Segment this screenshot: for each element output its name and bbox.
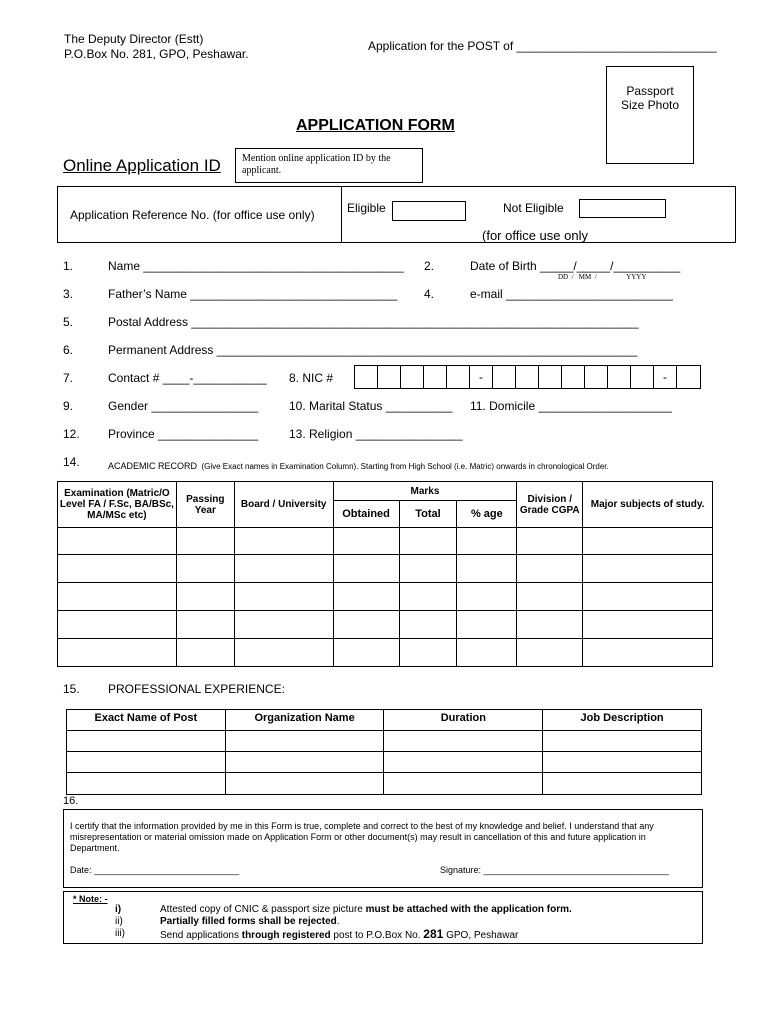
table-cell[interactable]	[399, 639, 457, 667]
table-cell[interactable]	[399, 528, 457, 555]
table-cell[interactable]	[457, 639, 517, 667]
reference-label: Application Reference No. (for office use only)	[70, 208, 315, 222]
nic-digit[interactable]	[608, 366, 631, 388]
contact-field[interactable]: Contact # ____-___________	[108, 371, 267, 385]
field-15-number: 15.	[63, 682, 80, 696]
table-cell[interactable]	[176, 555, 234, 583]
table-cell[interactable]	[399, 611, 457, 639]
col-passing-year: Passing Year	[176, 482, 234, 528]
nic-digit[interactable]	[585, 366, 608, 388]
academic-record-heading	[108, 456, 609, 474]
field-1-number: 1.	[63, 259, 74, 273]
nic-digit[interactable]	[631, 366, 654, 388]
note-3-box-number: 281	[423, 927, 444, 941]
eligible-label: Eligible	[347, 201, 386, 215]
table-cell[interactable]	[176, 528, 234, 555]
table-cell[interactable]	[517, 528, 583, 555]
col-organization: Organization Name	[225, 710, 384, 731]
father-name-field[interactable]: Father’s Name _______________________________	[108, 287, 398, 301]
table-row	[67, 773, 702, 795]
field-16-number: 16.	[63, 795, 79, 807]
note-1-text: Attested copy of CNIC & passport size picture	[160, 904, 366, 915]
table-row	[58, 639, 713, 667]
table-cell[interactable]	[517, 583, 583, 611]
note-3-number: iii)	[115, 928, 125, 939]
nic-digit[interactable]	[677, 366, 700, 388]
nic-digit[interactable]	[378, 366, 401, 388]
table-row	[67, 752, 702, 773]
table-cell[interactable]	[543, 773, 702, 795]
academic-table	[57, 481, 713, 667]
photo-label-1: Passport	[626, 84, 674, 98]
date-field[interactable]: Date: _____________________________	[70, 865, 240, 875]
table-cell[interactable]	[58, 639, 177, 667]
dob-hint: DD / MM / YYYY	[558, 273, 647, 281]
note-3-text-c: post to P.O.Box No.	[330, 930, 424, 941]
note-2-bold: Partially filled forms shall be rejected	[160, 916, 337, 927]
field-12-number: 12.	[63, 427, 80, 441]
table-cell[interactable]	[384, 773, 543, 795]
table-cell[interactable]	[457, 583, 517, 611]
table-cell[interactable]	[225, 731, 384, 752]
table-cell[interactable]	[583, 639, 713, 667]
table-row	[58, 583, 713, 611]
field-6-number: 6.	[63, 343, 74, 357]
table-row	[58, 528, 713, 555]
col-division: Division / Grade CGPA	[517, 482, 583, 528]
form-title: APPLICATION FORM	[296, 117, 455, 134]
note-1-bold: must be attached with the application form.	[365, 904, 572, 915]
note-1	[160, 904, 572, 915]
field-4-number: 4.	[424, 287, 435, 301]
certificate-box	[63, 809, 703, 888]
gender-field[interactable]: Gender ________________	[108, 399, 259, 413]
nic-dash: -	[654, 366, 677, 388]
table-cell[interactable]	[457, 611, 517, 639]
photo-label-2: Size Photo	[620, 98, 680, 112]
religion-field[interactable]: 13. Religion ________________	[289, 427, 463, 441]
experience-table	[66, 709, 702, 795]
table-cell[interactable]	[67, 773, 226, 795]
table-cell[interactable]	[517, 611, 583, 639]
table-cell[interactable]	[234, 611, 333, 639]
table-cell[interactable]	[333, 583, 399, 611]
table-cell[interactable]	[176, 611, 234, 639]
field-5-number: 5.	[63, 315, 74, 329]
nic-dash: -	[470, 366, 493, 388]
notes-box	[63, 891, 703, 944]
table-cell[interactable]	[234, 555, 333, 583]
table-cell[interactable]	[583, 528, 713, 555]
col-subjects: Major subjects of study.	[583, 482, 713, 528]
table-cell[interactable]	[58, 611, 177, 639]
postal-address-field[interactable]: Postal Address ___________________________________________________________________	[108, 315, 639, 329]
col-total: Total	[399, 501, 457, 528]
eligible-box[interactable]	[392, 201, 466, 221]
table-cell[interactable]	[58, 583, 177, 611]
field-3-number: 3.	[63, 287, 74, 301]
field-14-number: 14.	[63, 455, 80, 469]
note-2-end: .	[336, 916, 340, 927]
table-cell[interactable]	[176, 583, 234, 611]
table-cell[interactable]	[333, 639, 399, 667]
note-1-number: i)	[115, 904, 122, 915]
field-7-number: 7.	[63, 371, 74, 385]
table-cell[interactable]	[225, 752, 384, 773]
col-board: Board / University	[234, 482, 333, 528]
table-cell[interactable]	[58, 528, 177, 555]
note-3-text-e: GPO, Peshawar	[443, 930, 519, 941]
table-cell[interactable]	[543, 752, 702, 773]
office-divider	[341, 187, 342, 242]
certificate-text: I certify that the information provided by me in this Form is true, complete and correct to the best of my knowledge and belief. I understand that any misrepresentation or material omission made on Application Form or other document(s) may result in cancellation of this and future application in Department.	[70, 821, 654, 853]
nic-digit[interactable]	[424, 366, 447, 388]
notes-title: * Note: -	[73, 894, 108, 904]
note-2	[160, 916, 340, 927]
note-3-text-a: Send applications	[160, 930, 242, 941]
academic-record-label: ACADEMIC RECORD	[108, 461, 198, 471]
nic-digit[interactable]	[355, 366, 378, 388]
table-cell[interactable]	[225, 773, 384, 795]
table-cell[interactable]	[399, 555, 457, 583]
domicile-field[interactable]: 11. Domicile ____________________	[470, 399, 672, 413]
nic-label: 8. NIC #	[289, 371, 334, 385]
nic-digit[interactable]	[447, 366, 470, 388]
passport-photo-box[interactable]	[606, 66, 694, 164]
post-field-label[interactable]: Application for the POST of ______________________________	[368, 39, 717, 53]
address-line-1: The Deputy Director (Estt)	[64, 32, 204, 46]
marital-status-field[interactable]: 10. Marital Status __________	[289, 399, 453, 413]
table-cell[interactable]	[384, 752, 543, 773]
academic-record-note: (Give Exact names in Examination Column). Starting from High School (i.e. Matric) onwards in chronological Order.	[201, 462, 609, 471]
province-field[interactable]: Province _______________	[108, 427, 259, 441]
table-cell[interactable]	[457, 555, 517, 583]
address-line-2: P.O.Box No. 281, GPO, Peshawar.	[64, 47, 249, 61]
col-duration: Duration	[384, 710, 543, 731]
col-marks: Marks	[333, 482, 517, 501]
name-field[interactable]: Name _______________________________________	[108, 259, 404, 273]
nic-digit[interactable]	[401, 366, 424, 388]
office-only-note: (for office use only	[482, 228, 588, 243]
note-3-bold: through registered	[241, 930, 331, 941]
not-eligible-label: Not Eligible	[503, 201, 564, 215]
col-post-name: Exact Name of Post	[67, 710, 226, 731]
permanent-address-field[interactable]: Permanent Address _______________________________________________________________	[108, 343, 638, 357]
table-cell[interactable]	[234, 528, 333, 555]
table-cell[interactable]	[176, 639, 234, 667]
table-cell[interactable]	[234, 583, 333, 611]
dob-field[interactable]: Date of Birth _____/_____/__________	[470, 259, 681, 273]
table-cell[interactable]	[399, 583, 457, 611]
table-cell[interactable]	[543, 731, 702, 752]
nic-digit[interactable]	[539, 366, 562, 388]
col-job-description: Job Description	[543, 710, 702, 731]
table-cell[interactable]	[583, 611, 713, 639]
field-2-number: 2.	[424, 259, 435, 273]
table-cell[interactable]	[384, 731, 543, 752]
not-eligible-box[interactable]	[579, 199, 666, 218]
col-examination: Examination (Matric/O Level FA / F.Sc, BA/BSc, MA/MSc etc)	[58, 482, 177, 528]
table-cell[interactable]	[583, 555, 713, 583]
table-row	[58, 611, 713, 639]
table-cell[interactable]	[67, 731, 226, 752]
online-id-box[interactable]: Mention online application ID by the applicant.	[235, 148, 423, 183]
note-2-number: ii)	[115, 916, 123, 927]
table-cell[interactable]	[333, 555, 399, 583]
table-cell[interactable]	[333, 611, 399, 639]
field-9-number: 9.	[63, 399, 74, 413]
experience-heading: PROFESSIONAL EXPERIENCE:	[108, 682, 285, 696]
table-cell[interactable]	[457, 528, 517, 555]
nic-digit[interactable]	[562, 366, 585, 388]
table-cell[interactable]	[333, 528, 399, 555]
table-row	[67, 731, 702, 752]
table-cell[interactable]	[517, 555, 583, 583]
online-id-label: Online Application ID	[63, 156, 221, 175]
table-cell[interactable]	[58, 555, 177, 583]
office-use-box	[57, 186, 736, 243]
table-row	[58, 555, 713, 583]
signature-field[interactable]: Signature: _____________________________________	[440, 865, 669, 875]
nic-digit[interactable]	[516, 366, 539, 388]
nic-boxes[interactable]	[354, 365, 701, 389]
col-percent: % age	[457, 501, 517, 528]
table-cell[interactable]	[234, 639, 333, 667]
col-obtained: Obtained	[333, 501, 399, 528]
note-3	[160, 927, 518, 941]
table-cell[interactable]	[517, 639, 583, 667]
table-cell[interactable]	[583, 583, 713, 611]
table-cell[interactable]	[67, 752, 226, 773]
email-field[interactable]: e-mail _________________________	[470, 287, 673, 301]
nic-digit[interactable]	[493, 366, 516, 388]
